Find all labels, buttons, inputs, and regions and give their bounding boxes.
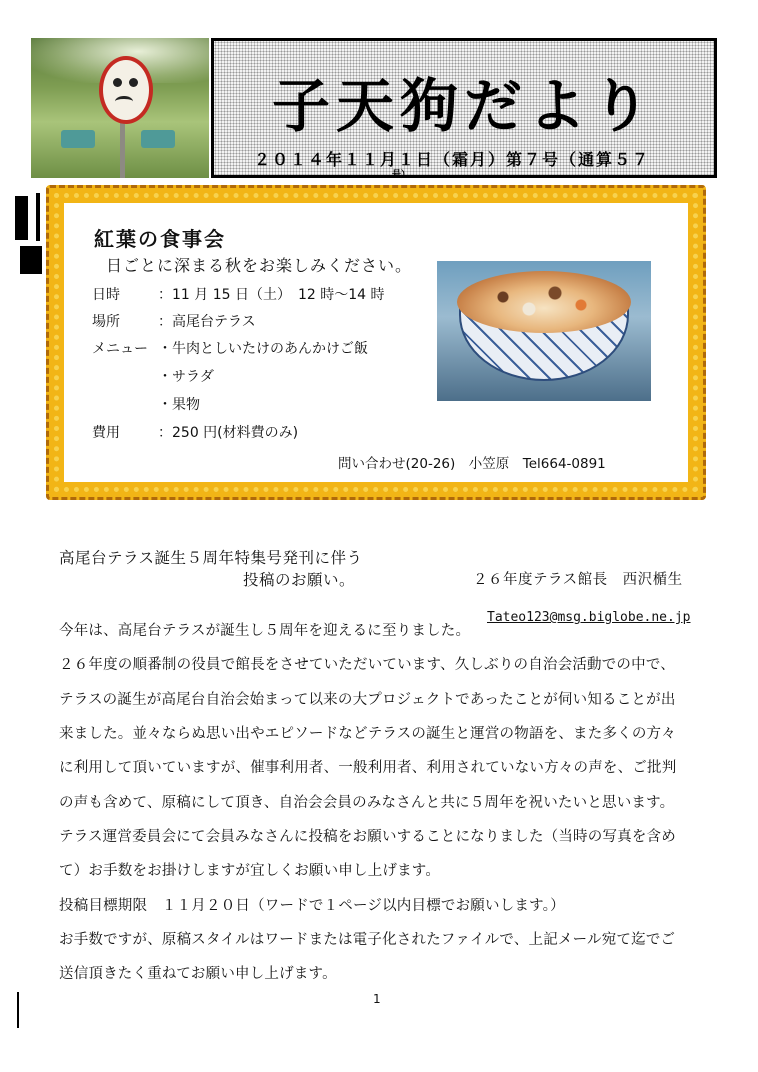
article-heading-2: 投稿のお願い。 bbox=[243, 571, 356, 589]
article-line: 来ました。並々ならぬ思い出やエピソードなどテラスの誕生と運営の物語を、また多くの方々 bbox=[59, 726, 676, 742]
sign-eye-right bbox=[129, 78, 138, 87]
margin-mark-2 bbox=[36, 193, 40, 241]
masthead bbox=[211, 38, 717, 178]
article-line: 今年は、高尾台テラスが誕生し５周年を迎えるに至りました。 bbox=[59, 623, 471, 639]
article-line: 送信頂きたく重ねてお願い申し上げます。 bbox=[59, 966, 337, 982]
event-subtitle: 日ごとに深まる秋をお楽しみください。 bbox=[106, 256, 413, 275]
issue-line: ２０１４年１１月１日（霜月）第７号（通算５７ bbox=[254, 150, 651, 169]
weathervane-right bbox=[141, 130, 175, 148]
margin-bar bbox=[17, 992, 19, 1028]
article-line: の声も含めて、原稿にして頂き、自治会会員のみなさんと共に５周年を祝いたいと思います。 bbox=[59, 795, 675, 811]
sign-pole bbox=[120, 118, 125, 178]
article-heading: 高尾台テラス誕生５周年特集号発刊に伴う bbox=[59, 549, 363, 567]
article-byline: ２６年度テラス館長 西沢楯生 bbox=[473, 572, 683, 588]
margin-mark-1 bbox=[15, 196, 28, 240]
event-row-value: ：11 月 15 日（土） 12 時～14 時 bbox=[158, 287, 385, 303]
issue-line-continued: 号） bbox=[392, 170, 411, 180]
sign-mouth bbox=[115, 96, 133, 107]
dish-toppings bbox=[477, 281, 607, 321]
event-row-label: 費用 bbox=[92, 425, 120, 441]
event-row-value: ・果物 bbox=[158, 397, 200, 413]
newsletter-title: 子天狗だより bbox=[271, 72, 656, 140]
food-photo bbox=[437, 261, 651, 401]
event-row-value: ・サラダ bbox=[158, 369, 214, 385]
article-line: お手数ですが、原稿スタイルはワードまたは電子化されたファイルで、上記メール宛て迄でご bbox=[59, 932, 676, 948]
event-contact: 問い合わせ(20-26) 小笠原 Tel664-0891 bbox=[338, 456, 606, 472]
tengu-sign bbox=[99, 56, 153, 124]
margin-mark-3 bbox=[20, 246, 42, 274]
event-row-menu bbox=[92, 338, 368, 358]
article-line: ２６年度の順番制の役員で館長をさせていただいています、久しぶりの自治会活動での中で、 bbox=[59, 657, 675, 673]
article-line: て）お手数をお掛けしますが宜しくお願い申し上げます。 bbox=[59, 863, 441, 879]
event-row-value: ・牛肉としいたけのあんかけご飯 bbox=[158, 341, 368, 357]
event-row-menu-2 bbox=[92, 366, 214, 386]
event-row-cost bbox=[92, 422, 298, 442]
sign-eye-left bbox=[113, 78, 122, 87]
event-row-value: ：250 円(材料費のみ) bbox=[158, 425, 299, 441]
contact-email-link[interactable]: Tateo123@msg.biglobe.ne.jp bbox=[487, 610, 691, 625]
article-line: に利用して頂いていますが、催事利用者、一般利用者、利用されていない方々の声を、ご批判 bbox=[59, 760, 677, 776]
event-row-place bbox=[92, 311, 256, 331]
page-number: 1 bbox=[373, 992, 381, 1006]
weathervane-left bbox=[61, 130, 95, 148]
event-row-menu-3 bbox=[92, 394, 200, 414]
article-line: テラス運営委員会にて会員みなさんに投稿をお願いすることになりました（当時の写真を含め bbox=[59, 829, 676, 845]
event-row-datetime bbox=[92, 284, 385, 304]
event-row-label: 日時 bbox=[92, 287, 120, 303]
article-line: 投稿目標期限 １１月２０日（ワードで１ページ以内目標でお願いします。） bbox=[59, 898, 565, 914]
article-line: テラスの誕生が高尾台自治会始まって以来の大プロジェクトであったことが伺い知ることが出 bbox=[59, 692, 676, 708]
event-title: 紅葉の食事会 bbox=[94, 227, 226, 251]
event-row-label: 場所 bbox=[92, 314, 120, 330]
header-photo bbox=[31, 38, 209, 178]
event-row-label: メニュー bbox=[92, 341, 148, 357]
event-row-value: ：高尾台テラス bbox=[158, 314, 256, 330]
